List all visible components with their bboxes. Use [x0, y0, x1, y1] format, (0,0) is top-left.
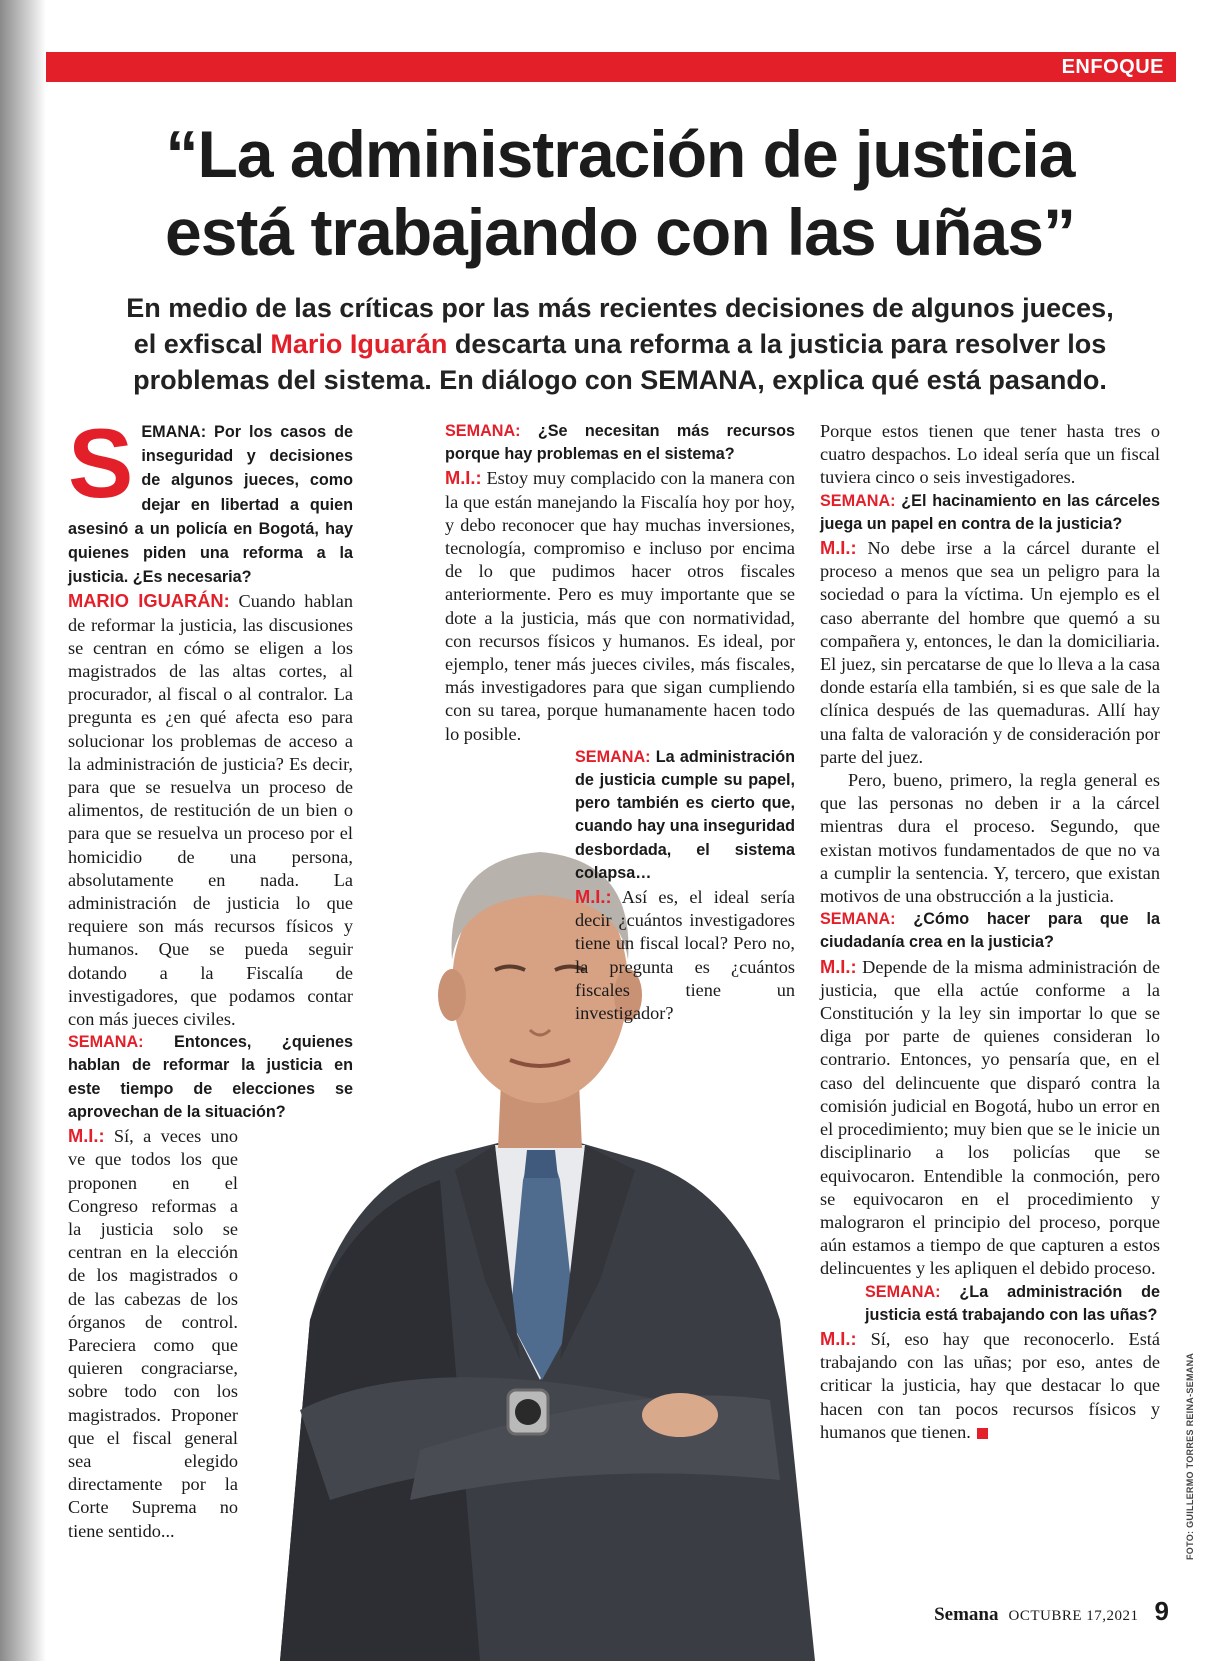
- semana-label: SEMANA:: [865, 1282, 941, 1301]
- page-footer: [934, 1596, 1169, 1627]
- col1-question-1-text: EMANA: Por los casos de inseguridad y decisiones de algunos jueces, como dejar en libertad a quien asesinó a un policía en Bogotá, hay quienes piden una reforma a la justicia. ¿Es necesaria?: [68, 423, 353, 587]
- mi-label: M.I.:: [445, 467, 482, 489]
- col3-answer-2: [820, 955, 1160, 1281]
- tie-knot: [524, 1150, 558, 1178]
- headline: [70, 115, 1170, 271]
- semana-label: SEMANA:: [68, 1033, 144, 1052]
- col3-answer-1: [820, 536, 1160, 769]
- col1-answer-1-text: Cuando hablan de reformar la justicia, las discusiones se centran en cómo se eligen a los magistrados de las altas cortes, al procurador, al fiscal o al contralor. La pregunta es ¿en qué afecta eso para solucionar los problemas de acceso a la administración de justicia? Es decir, para que se resuelva un proceso de alimentos, de restitución de un bien o para que se resuelva un proceso por el homicidio de una persona, absolutamente en nada. La administración de justicia lo que requiere son más recursos físicos y humanos. Que se pueda seguir dotando a la Fiscalía de investigadores, que podamos contar con más jueces civiles.: [68, 591, 353, 1030]
- mi-label: M.I.:: [575, 886, 612, 908]
- interviewee-name: Mario Iguarán: [270, 329, 448, 359]
- mi-label: M.I.:: [820, 955, 857, 977]
- dek: [80, 290, 1160, 398]
- semana-label: SEMANA:: [445, 422, 521, 440]
- col2-question-2: [575, 746, 795, 885]
- headline-line-2: está trabajando con las uñas”: [165, 195, 1075, 269]
- dek-line-2-post: descarta una reforma a la justicia para resolver los: [447, 329, 1107, 359]
- mi-label: M.I.:: [68, 1125, 105, 1147]
- hand: [642, 1393, 718, 1437]
- col2-question-2-text: La administración de justicia cumple su papel, pero también es cierto que, cuando hay una inseguridad desbordada, el sistema colapsa…: [575, 747, 795, 882]
- publication-name: Semana: [934, 1604, 999, 1625]
- mario-label: MARIO IGUARÁN:: [68, 590, 230, 612]
- semana-label: SEMANA:: [575, 747, 651, 766]
- page-number: 9: [1154, 1596, 1169, 1626]
- col3-question-3: [865, 1281, 1160, 1327]
- col3-answer-2-text: Depende de la misma administración de justicia, que ella actúe conforme a la Constitución y la ley sin importar lo que se diga por parte de quienes consideran lo contrario. Entonces, yo pensaría que, en el caso del delincuente que disparó contra la comisión judicial en Bogotá, hubo un error en el procedimiento; muy bien que se le inicie un disciplinario a los policías que se equivocaron. Entendible la conmoción, pero se equivocaron en el procedimiento y malograron el principio del proceso, porque aún estamos a tiempo de que capturen a estos delincuentes y les apliquen el debido proceso.: [820, 956, 1160, 1279]
- col3-question-2: [820, 908, 1160, 954]
- col3-question-2-text: ¿Cómo hacer para que la ciudadanía crea en la justicia?: [820, 910, 1160, 952]
- col3-answer-3: [820, 1327, 1160, 1444]
- col3-question-3-text: ¿La administración de justicia está trabajando con las uñas?: [865, 1282, 1160, 1324]
- col3-question-1-text: ¿El hacinamiento en las cárceles juega un papel en contra de la justicia?: [820, 491, 1160, 533]
- mi-label: M.I.:: [820, 1327, 857, 1349]
- col1-answer-2: [68, 1124, 238, 1543]
- semana-label: SEMANA:: [820, 910, 896, 929]
- column-2: [445, 420, 795, 1025]
- col2-answer-2: [575, 885, 795, 1025]
- mi-label: M.I.:: [820, 537, 857, 559]
- col1-answer-1: [68, 589, 353, 1031]
- photo-credit: FOTO: GUILLERMO TORRES REINA-SEMANA: [1185, 1352, 1195, 1560]
- end-mark: [977, 1428, 988, 1439]
- headline-line-1: “La administración de justicia: [165, 117, 1075, 191]
- section-label: ENFOQUE: [1061, 56, 1164, 78]
- dek-line-2-pre: el exfiscal: [133, 329, 271, 359]
- issue-date: OCTUBRE 17,2021: [1008, 1608, 1139, 1624]
- col2-answer-1: [445, 466, 795, 745]
- page-gutter-shadow: [0, 0, 46, 1661]
- col1-question-2-text: Entonces, ¿quienes hablan de reformar la justicia en este tiempo de elecciones se aprovechan de la situación?: [68, 1033, 353, 1121]
- dek-line-2: [80, 326, 1160, 362]
- col3-answer-1b: Pero, bueno, primero, la regla general es que las personas no deben ir a la cárcel mientras dura el proceso. Segundo, que existan motivos fundamentados de que no va a cumplir la sentencia. Y, tercero, que existan motivos de una obstrucción a la justicia.: [820, 770, 1160, 907]
- col3-answer-1-text: No debe irse a la cárcel durante el proceso a menos que sea un peligro para la sociedad o para la víctima. Un ejemplo es el caso aberrante del hombre que quemó a su compañera y, entonces, le dan la domiciliaria. El juez, sin percatarse de que lo lleva a la casa donde estaría ella también, si es que sale de la clínica después de las quemaduras. Allí hay una falta de valoración y de consideración por parte del juez.: [820, 538, 1160, 767]
- col1-answer-2-text: Sí, a veces uno ve que todos los que proponen en el Congreso reformas a la justicia solo se centran en la elección de los magistrados o de las cabezas de los órganos de control. Pareciera como que quieren congraciarse, sobre todo con los magistrados. Proponer que el fiscal general sea elegido directamente por la Corte Suprema no tiene sentido...: [68, 1126, 238, 1541]
- col2-answer-1-text: Estoy muy complacido con la manera con la que están manejando la Fiscalía hoy por hoy, y debo reconocer que hay muchas inversiones, tecnología, compromiso e incluso por encima de lo que pudimos hacer otros fiscales anteriormente. Pero es muy importante que se dote a la justicia, más que con normatividad, con recursos físicos y humanos. Es ideal, por ejemplo, tener más jueces civiles, más fiscales, más investigadores para que sigan cumpliendo con su tarea, porque humanamente hacen todo lo posible.: [445, 468, 795, 744]
- col3-answer-3-text: Sí, eso hay que reconocerlo. Está trabajando con las uñas; por eso, antes de criticar la justicia, hay que destacar lo que hacen con tan pocos recursos físicos y humanos que tienen.: [820, 1328, 1160, 1442]
- column-3: [820, 420, 1160, 1444]
- drop-cap: S: [68, 408, 134, 518]
- col3-answer-0: Porque estos tienen que tener hasta tres o cuatro despachos. Lo ideal sería que un fiscal tuviera cinco o seis investigadores.: [820, 421, 1160, 488]
- col2-question-1: [445, 420, 795, 466]
- col1-question-1: [68, 408, 353, 589]
- col3-question-1: [820, 490, 1160, 536]
- column-1: [68, 408, 353, 1543]
- semana-label: SEMANA:: [820, 491, 896, 510]
- col2-question-1-text: ¿Se necesitan más recursos porque hay problemas en el sistema?: [445, 422, 795, 464]
- col1-question-2: [68, 1031, 353, 1124]
- section-bar: [46, 52, 1176, 82]
- dek-line-3: problemas del sistema. En diálogo con SEMANA, explica qué está pasando.: [133, 365, 1107, 395]
- dek-line-1: En medio de las críticas por las más recientes decisiones de algunos jueces,: [126, 293, 1114, 323]
- col2-answer-2-text: Así es, el ideal sería decir ¿cuántos investigadores tiene un fiscal local? Pero no, la pregunta es ¿cuántos fiscales tiene un investigador?: [575, 887, 795, 1024]
